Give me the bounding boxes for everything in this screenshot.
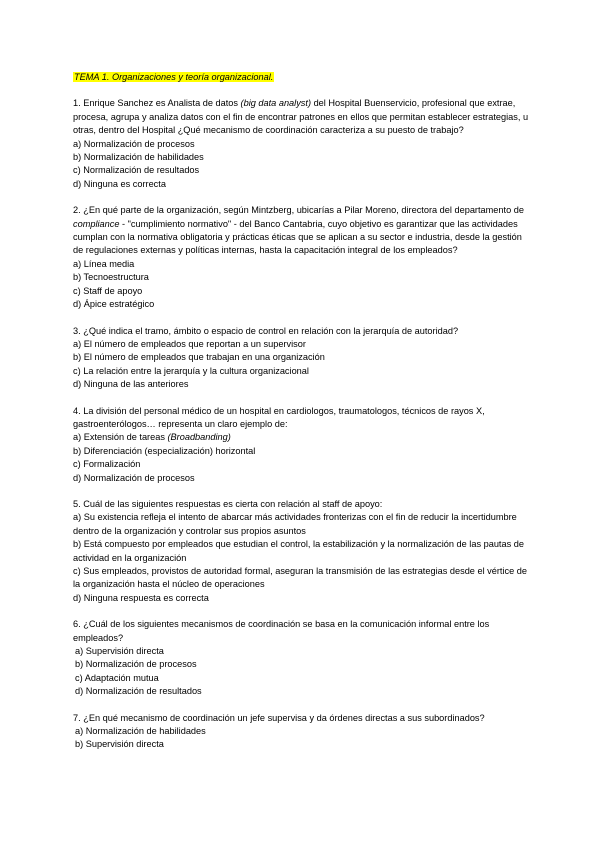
question-text — [73, 97, 533, 137]
answer-option — [73, 511, 533, 538]
text-run: d) Ninguna de las anteriores — [73, 379, 189, 390]
italic-term: (Broadbanding) — [167, 432, 231, 443]
text-run: b) El número de empleados que trabajan en una organización — [73, 352, 325, 363]
title-highlight: TEMA 1. Organizaciones y teoría organizacional. — [74, 72, 274, 82]
question-3 — [73, 325, 533, 392]
text-run: a) Supervisión directa — [75, 646, 164, 657]
answer-option — [73, 285, 533, 298]
text-run: 7. ¿En qué mecanismo de coordinación un jefe supervisa y da órdenes directas a sus subordinados? — [73, 712, 485, 723]
text-run: a) Extensión de tareas — [73, 432, 168, 443]
answer-option — [73, 445, 533, 458]
answer-option — [73, 472, 533, 485]
answer-option — [73, 258, 533, 271]
answer-option — [73, 658, 533, 671]
text-run: c) Formalización — [73, 459, 141, 470]
text-run: d) Ninguna es correcta — [73, 178, 166, 189]
answer-option — [73, 298, 533, 311]
text-run: a) Normalización de habilidades — [75, 726, 206, 737]
italic-term: (big data analyst) — [240, 98, 312, 109]
answer-option — [73, 565, 533, 592]
text-run: c) Sus empleados, provistos de autoridad formal, aseguran la transmisión de las estrategias desde el vértice de la organización hasta el núcleo de operaciones — [73, 566, 528, 590]
text-run: d) Normalización de procesos — [73, 472, 195, 483]
question-text — [73, 204, 533, 258]
answer-option — [73, 151, 533, 164]
text-run: 1. Enrique Sanchez es Analista de datos — [73, 98, 241, 109]
italic-term: compliance — [73, 218, 120, 229]
answer-option — [73, 672, 533, 685]
answer-option — [73, 592, 533, 605]
document-title — [73, 71, 533, 84]
answer-option — [73, 365, 533, 378]
text-run: 6. ¿Cuál de los siguientes mecanismos de coordinación se basa en la comunicación informal entre los empleados? — [73, 619, 490, 643]
answer-option — [73, 538, 533, 565]
question-list — [73, 97, 533, 751]
text-run: 2. ¿En qué parte de la organización, según Mintzberg, ubicarías a Pilar Moreno, directora del departamento de — [73, 205, 524, 216]
text-run: a) Línea media — [73, 258, 135, 269]
text-run: b) Supervisión directa — [75, 739, 164, 750]
text-run: b) Normalización de procesos — [75, 659, 197, 670]
question-1 — [73, 97, 533, 191]
answer-option — [73, 645, 533, 658]
answer-option — [73, 378, 533, 391]
question-text — [73, 618, 533, 645]
text-run: b) Tecnoestructura — [73, 272, 149, 283]
text-run: c) Adaptación mutua — [75, 672, 159, 683]
answer-option — [73, 338, 533, 351]
text-run: - "cumplimiento normativo" - del Banco Cantabria, cuyo objetivo es garantizar que las actividades cumplan con la normativa obligatoria y prácticas éticas que se aplican a su sector e industria, desde la gestión de regulaciones externas y políticas internas, hasta la capacitación integral de los empleados? — [73, 218, 522, 256]
question-6 — [73, 618, 533, 698]
question-4 — [73, 405, 533, 485]
answer-option — [73, 138, 533, 151]
question-7 — [73, 712, 533, 752]
text-run: a) Su existencia refleja el intento de abarcar más actividades fronterizas con el fin de reducir la incertidumbre dentro de la organización y controlar sus propios asuntos — [73, 512, 517, 536]
question-text — [73, 325, 533, 338]
text-run: b) Diferenciación (especialización) horizontal — [73, 445, 256, 456]
text-run: d) Normalización de resultados — [75, 686, 202, 697]
text-run: d) Ninguna respuesta es correcta — [73, 592, 209, 603]
answer-option — [73, 431, 533, 444]
answer-option — [73, 351, 533, 364]
text-run: c) Staff de apoyo — [73, 285, 143, 296]
answer-option — [73, 271, 533, 284]
text-run: c) Normalización de resultados — [73, 165, 200, 176]
answer-option — [73, 164, 533, 177]
text-run: del Hospital Buenservicio, profesional que extrae, procesa, agrupa y analiza datos con el fin de encontrar patrones en ellos que permitan establecer estrategias, u otras, dentro del Hospital ¿Qué mecanismo de coordinación caracteriza a su puesto de trabajo? — [73, 98, 529, 136]
text-run: 4. La división del personal médico de un hospital en cardiologos, traumatologos, técnicos de rayos X, gastroenterólogos… representa un claro ejemplo de: — [73, 405, 485, 429]
answer-option — [73, 178, 533, 191]
text-run: a) El número de empleados que reportan a un supervisor — [73, 338, 306, 349]
text-run: 5. Cuál de las siguientes respuestas es cierta con relación al staff de apoyo: — [73, 498, 383, 509]
question-text — [73, 405, 533, 432]
text-run: d) Ápice estratégico — [73, 299, 155, 310]
text-run: 3. ¿Qué indica el tramo, ámbito o espacio de control en relación con la jerarquía de autoridad? — [73, 325, 459, 336]
question-5 — [73, 498, 533, 605]
text-run: a) Normalización de procesos — [73, 138, 195, 149]
document-page — [73, 71, 533, 765]
text-run: c) La relación entre la jerarquía y la cultura organizacional — [73, 365, 309, 376]
text-run: b) Normalización de habilidades — [73, 152, 204, 163]
answer-option — [73, 738, 533, 751]
text-run: b) Está compuesto por empleados que estudian el control, la estabilización y la normalización de las pautas de actividad en la organización — [73, 539, 524, 563]
question-text — [73, 712, 533, 725]
answer-option — [73, 725, 533, 738]
answer-option — [73, 458, 533, 471]
question-2 — [73, 204, 533, 311]
answer-option — [73, 685, 533, 698]
question-text — [73, 498, 533, 511]
